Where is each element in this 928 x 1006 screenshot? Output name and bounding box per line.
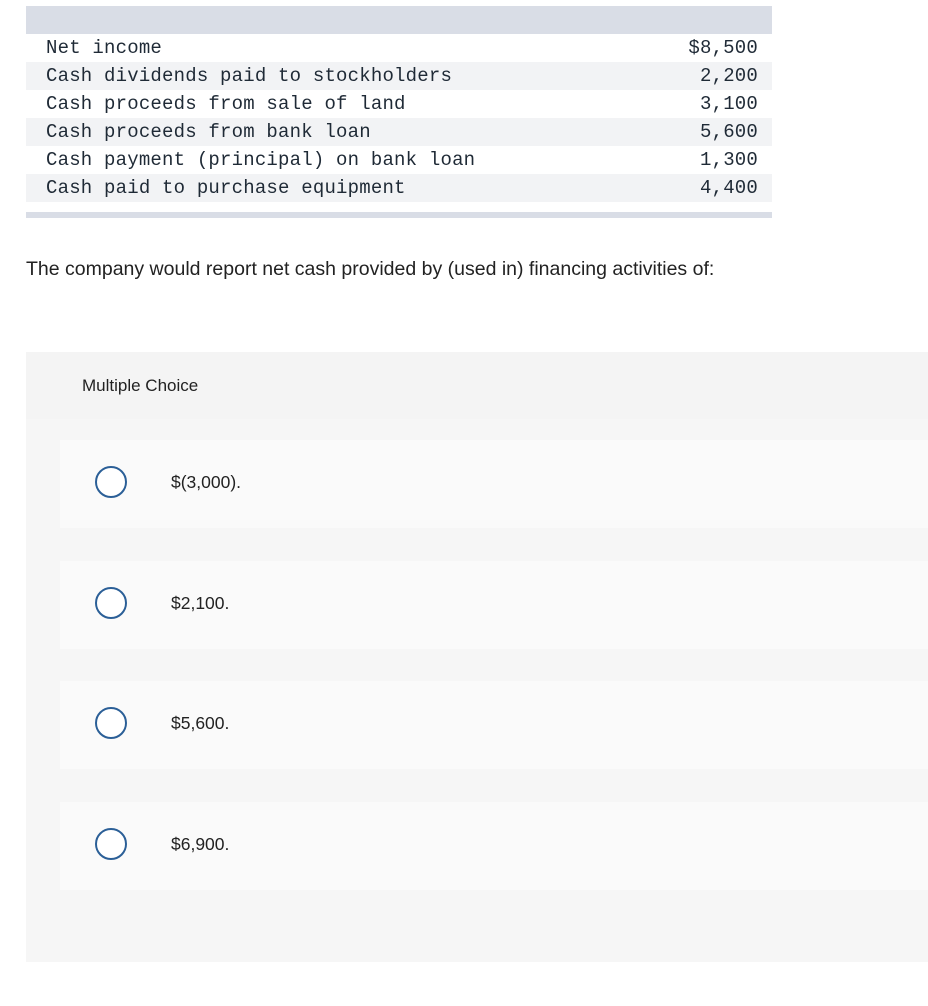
answer-option-b[interactable] xyxy=(60,561,928,649)
answer-option-c[interactable] xyxy=(60,681,928,769)
table-header-bar xyxy=(26,6,772,34)
row-label: Cash proceeds from bank loan xyxy=(46,121,371,143)
row-value: 4,400 xyxy=(699,177,758,199)
radio-button-icon[interactable] xyxy=(95,707,127,739)
row-value: 3,100 xyxy=(699,93,758,115)
table-row xyxy=(26,90,772,118)
table-spacer xyxy=(26,202,772,212)
table-footer-bar xyxy=(26,212,772,218)
row-value: 5,600 xyxy=(699,121,758,143)
radio-button-icon[interactable] xyxy=(95,587,127,619)
row-label: Net income xyxy=(46,37,163,59)
option-label: $2,100. xyxy=(171,593,230,613)
question-text: The company would report net cash provided by (used in) financing activities of: xyxy=(26,258,715,280)
table-row xyxy=(26,118,772,146)
table-row xyxy=(26,62,772,90)
row-value: 1,300 xyxy=(699,149,758,171)
answer-options-list xyxy=(26,419,928,962)
table-row xyxy=(26,34,772,62)
row-label: Cash proceeds from sale of land xyxy=(46,93,406,115)
answer-option-a[interactable] xyxy=(60,440,928,528)
cash-flow-data-table xyxy=(26,6,772,218)
multiple-choice-header: Multiple Choice xyxy=(82,376,199,395)
radio-button-icon[interactable] xyxy=(95,466,127,498)
option-label: $6,900. xyxy=(171,834,230,854)
table-row xyxy=(26,174,772,202)
option-label: $(3,000). xyxy=(171,472,242,492)
row-value: $8,500 xyxy=(688,37,758,59)
table-row xyxy=(26,146,772,174)
row-value: 2,200 xyxy=(699,65,758,87)
option-label: $5,600. xyxy=(171,713,230,733)
answer-option-d[interactable] xyxy=(60,802,928,890)
multiple-choice-panel xyxy=(26,352,928,962)
row-label: Cash payment (principal) on bank loan xyxy=(46,149,476,171)
row-label: Cash dividends paid to stockholders xyxy=(46,65,453,87)
row-label: Cash paid to purchase equipment xyxy=(46,177,406,199)
radio-button-icon[interactable] xyxy=(95,828,127,860)
